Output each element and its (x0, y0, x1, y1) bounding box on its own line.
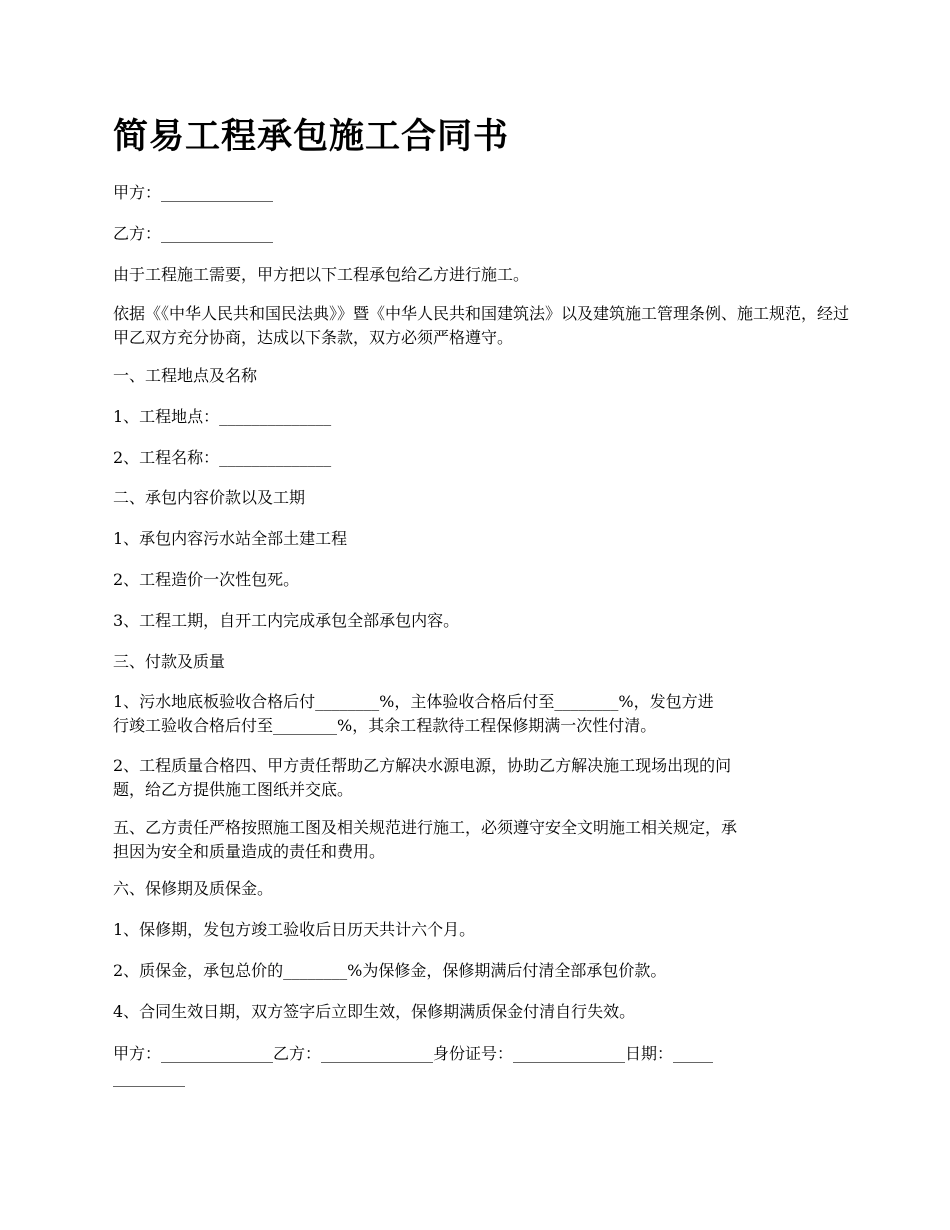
party-b-line: 乙方：______________ (113, 224, 274, 243)
section-heading-1: 一、工程地点及名称 (113, 366, 258, 385)
clause-retention: 2、质保金，承包总价的________%为保修金，保修期满后付清全部承包价款。 (113, 961, 667, 980)
legal-basis-paragraph: 依据《《中华人民共和国民法典》》暨《中华人民共和国建筑法》以及建筑施工管理条例、施工规范，经过甲乙双方充分协商，达成以下条款，双方必须严格遵守。 (113, 304, 850, 347)
clause-project-name: 2、工程名称：______________ (113, 448, 332, 467)
clause-warranty-period: 1、保修期，发包方竣工验收后日历天共计六个月。 (113, 920, 476, 939)
clause-payment: 1、污水地底板验收合格后付________%，主体验收合格后付至________%，发包方进 行竣工验收合格后付至________%，其余工程款待工程保修期满一次性付清。 (113, 692, 714, 735)
clause-quality-party-a: 2、工程质量合格四、甲方责任帮助乙方解决水源电源，协助乙方解决施工现场出现的问 题，给乙方提供施工图纸并交底。 (113, 756, 732, 799)
document-title: 简易工程承包施工合同书 (113, 116, 510, 157)
party-a-line: 甲方：______________ (113, 183, 274, 202)
clause-party-b: 五、乙方责任严格按照施工图及相关规范进行施工，必须遵守安全文明施工相关规定，承 担因为安全和质量造成的责任和费用。 (113, 818, 738, 861)
section-heading-2: 二、承包内容价款以及工期 (113, 488, 306, 507)
clause-effective-date: 4、合同生效日期，双方签字后立即生效，保修期满质保金付清自行失效。 (113, 1002, 636, 1021)
signature-line: 甲方：______________乙方：______________身份证号：______________日期：_____ _________ (113, 1044, 714, 1087)
intro-paragraph: 由于工程施工需要，甲方把以下工程承包给乙方进行施工。 (113, 265, 530, 284)
section-heading-6: 六、保修期及质保金。 (113, 879, 274, 898)
clause-price: 2、工程造价一次性包死。 (113, 570, 300, 589)
clause-scope: 1、承包内容污水站全部土建工程 (113, 529, 348, 548)
section-heading-3: 三、付款及质量 (113, 652, 226, 671)
clause-duration: 3、工程工期，自开工内完成承包全部承包内容。 (113, 611, 460, 630)
clause-project-location: 1、工程地点：______________ (113, 407, 332, 426)
